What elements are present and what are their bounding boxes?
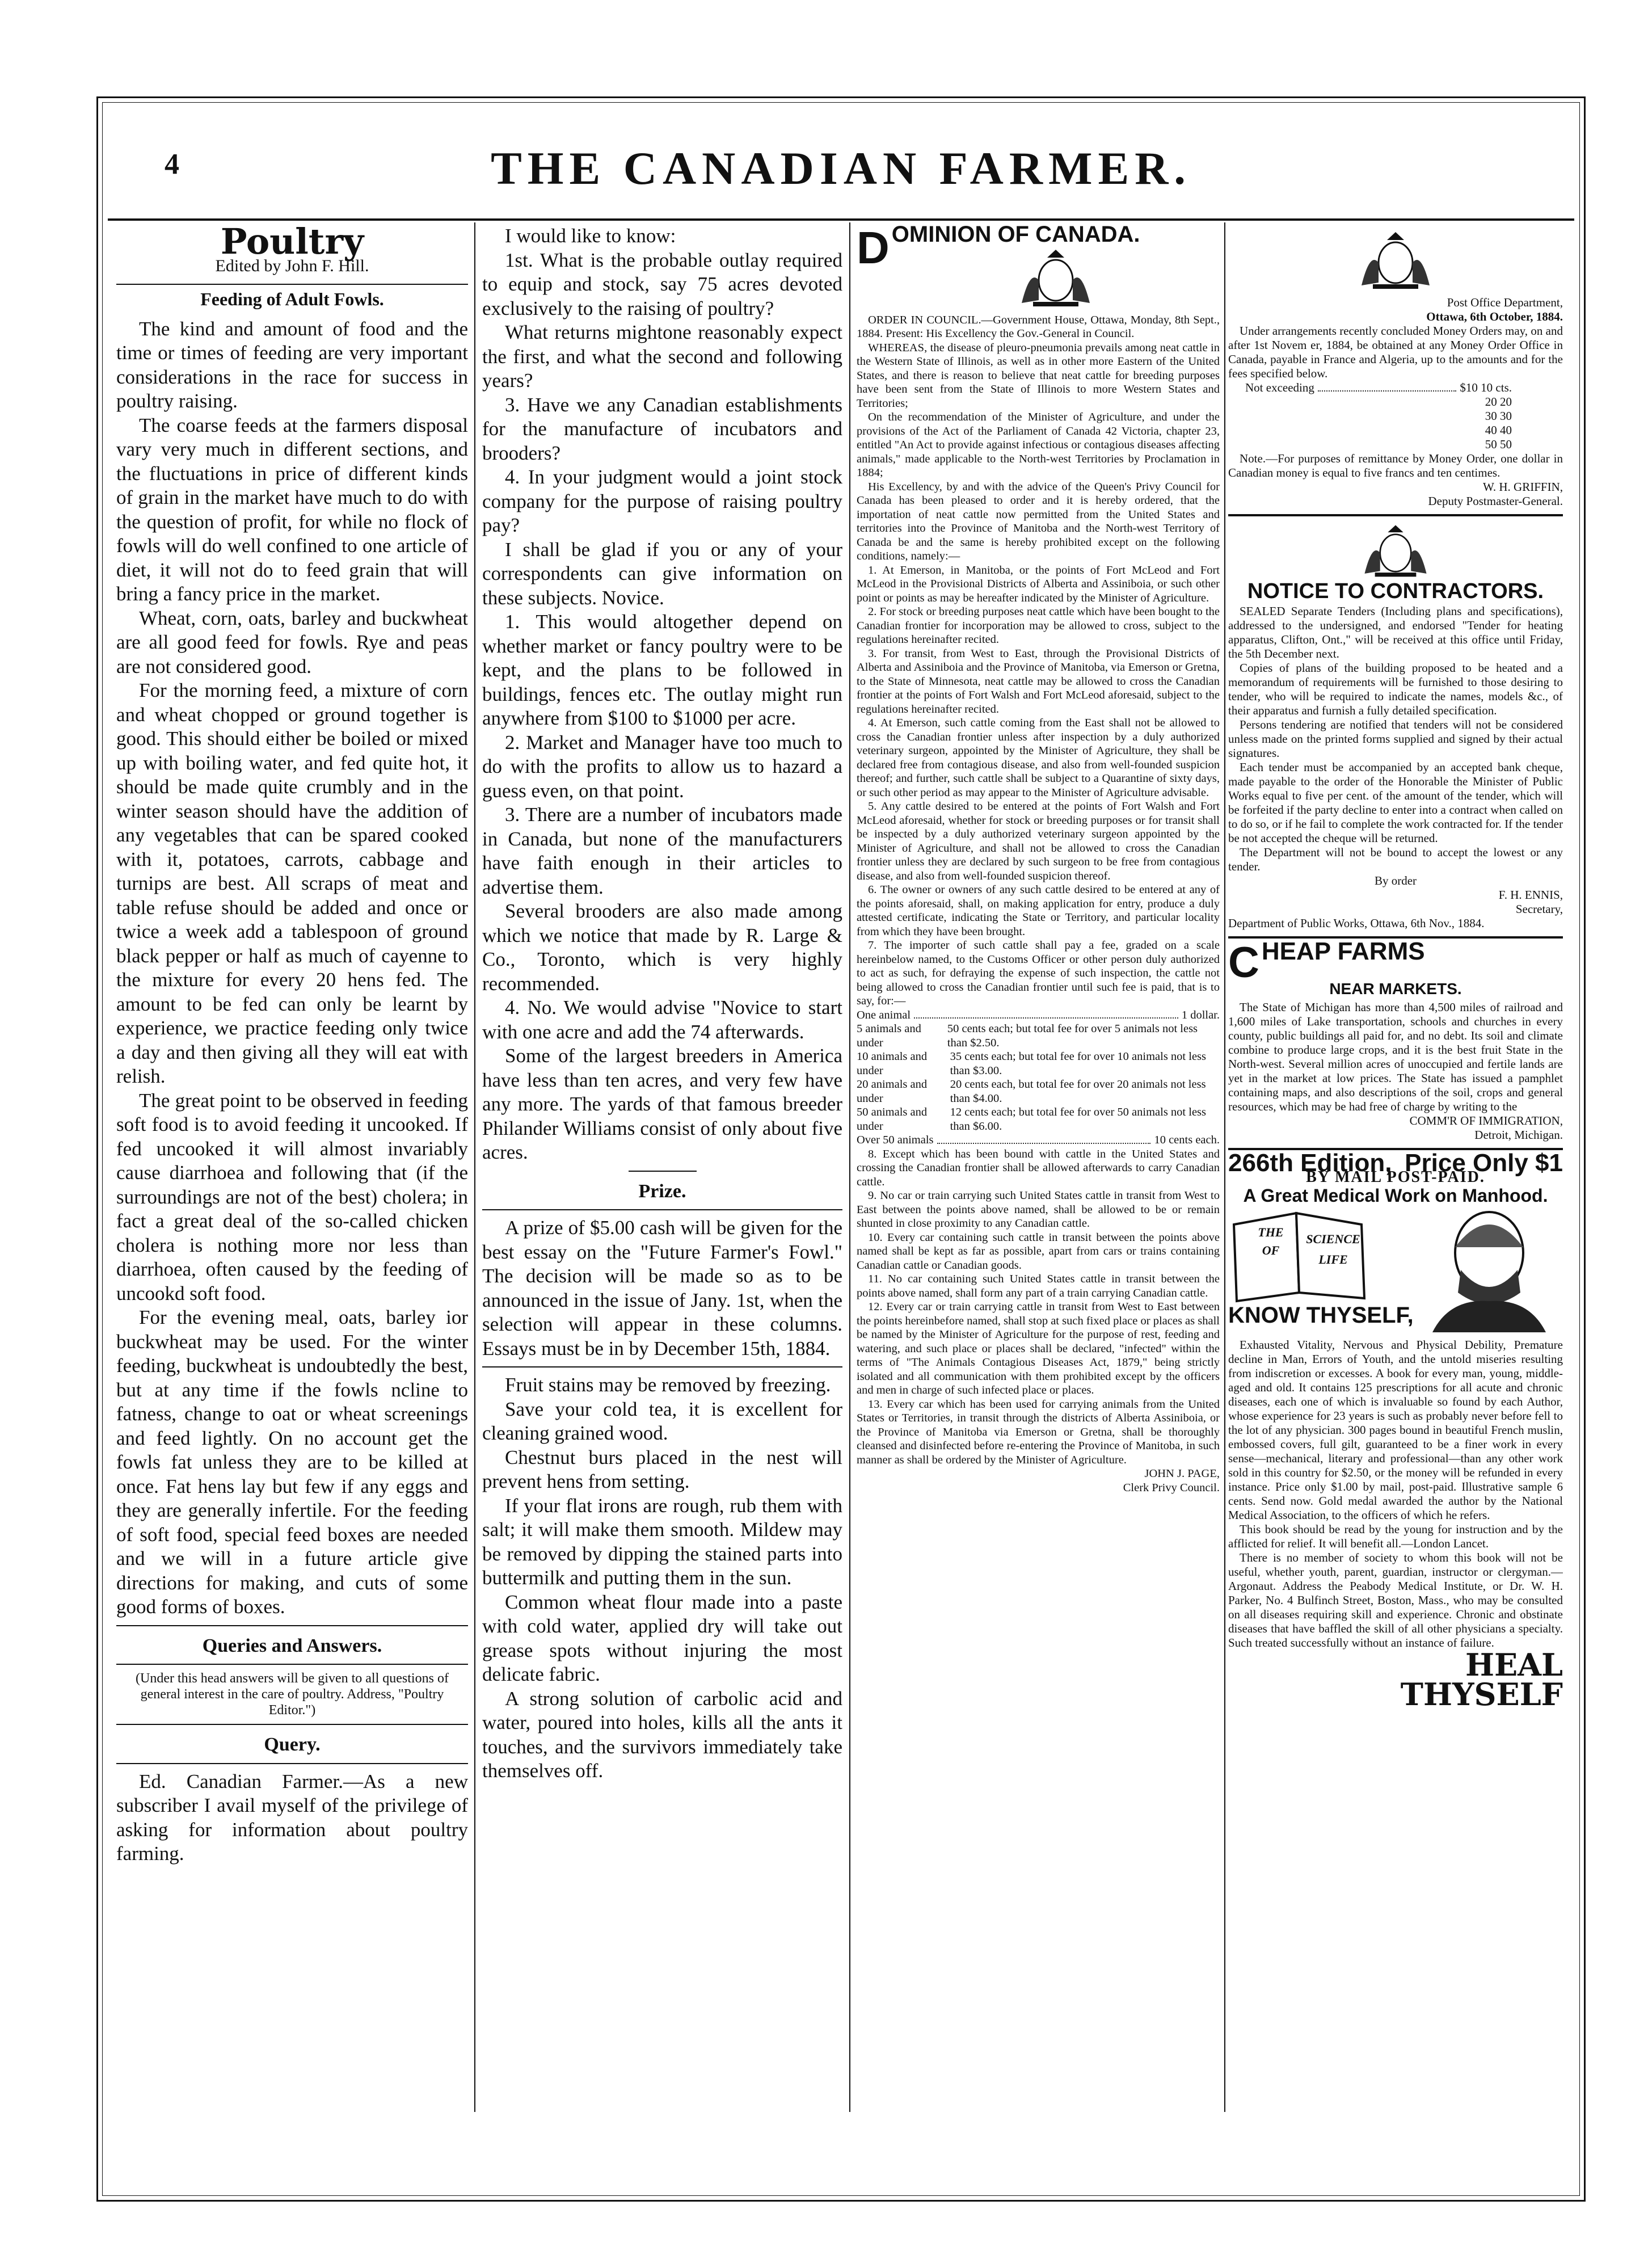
paragraph: The coarse feeds at the farmers disposal vary very much in different sections, and the fluctuations in price of different kinds of grain in the market have much to do with the question of profit, for while no flock of fowls will do well confined to one article of diet, it will not do to feed grain that will bring a fancy price in the market. [116, 414, 468, 605]
tip: Common wheat flour made into a paste with cold water, applied dry will take out grease spots without injuring the most delicate fabric. [482, 1590, 842, 1685]
poultry-column [116, 224, 468, 2183]
paragraph: Wheat, corn, oats, barley and buckwheat are all good feed for fowls. Rye and peas are not considered good. [116, 607, 468, 678]
notice-paragraph: Copies of plans of the building proposed to be heated and a memorandum of requirements will be furnished to those desiring to tender, who will be required to indicate the names, models &c., of their apparatus and furnish a fully detailed specification. [1228, 661, 1563, 717]
order-intro: ORDER IN COUNCIL.—Government House, Ottawa, Monday, 8th Sept., 1884. Present: His Excellency the Gov.-General in Council. [857, 313, 1220, 340]
royal-crest-icon [999, 246, 1112, 309]
fee-row: 40 40 [1485, 423, 1512, 437]
fee-schedule [857, 1008, 1220, 1147]
edition-number: 266th Edition, [1228, 1149, 1392, 1177]
fee-row: 5 animals and under 50 cents each; but total fee for over 5 animals not less than $2.50. [857, 1023, 1198, 1049]
masthead-rule [108, 218, 1574, 221]
paragraph: 7. The importer of such cattle shall pay a fee, graded on a scale hereinbelow named, to the Customs Officer or other person duly authorized to act as such, for defraying the expense of such inspection, the cattle not being allowed to cross the Canadian frontier until such fee is paid, that is to say, for:— [857, 939, 1220, 1007]
paragraph: The great point to be observed in feeding soft food is to avoid feeding it uncooked. If fed uncooked it will almost invariably cause diarrhoea and following that (if the surroundings are not of the best) cholera; in fact a great deal of the so-called chicken cholera is nothing more nor less than diarrhoea, often caused by the feeding of uncookd soft food. [116, 1089, 468, 1305]
fee-row: 20 20 [1485, 395, 1512, 409]
section-title: Poultry [220, 224, 364, 262]
paragraph: 2. For stock or breeding purposes neat cattle which have been bought to the Canadian frontier for incorporation may be allowed to cross, subject to the regulations hereinafter recited. [857, 605, 1220, 646]
fee-row: 10 animals and under 35 cents each; but total fee for over 10 animals not less than $3.00. [857, 1050, 1206, 1077]
signature-name: JOHN J. PAGE, [1144, 1467, 1220, 1480]
divider [116, 1724, 468, 1725]
tip: If your flat irons are rough, rub them with salt; it will make them smooth. Mildew may be removed by dipping the stained parts into buttermilk and putting them in the sun. [482, 1494, 842, 1589]
column-divider [474, 222, 475, 2112]
drop-cap: C [1228, 939, 1259, 987]
paragraph: 5. Any cattle desired to be entered at the points of Fort Walsh and Fort McLeod aforesaid, whether for stock or breeding purposes or for transit shall be inspected by a duly authorized veterinary surgeon appointed by the Minister of Agriculture, and shall not be allowed to cross the Canadian frontier unless they are declared by such surgeon to be free from contagious disease, and also from well-founded suspicion thereof. [857, 800, 1220, 882]
heal-thyself-logo: HEAL THYSELF [1400, 1647, 1563, 1712]
paragraph: 1. At Emerson, in Manitoba, or the points of Fort McLeod and Fort McLeod in the Provisional Districts of Alberta and Assiniboia, or such other point or points as may be hereafter indicated by the Minister of Agriculture. [857, 563, 1220, 604]
cheap-farms-text: The State of Michigan has more than 4,500 miles of railroad and 1,600 miles of Lake transportation, schools and churches in every county, public buildings all paid for, and no debt. Its soil and climate combine to produce large crops, and it is the best fruit State in the North-west. Several million acres of unoccupied and fertile lands are yet in the market at low prices. The State has issued a pamphlet containing maps, and also descriptions of the soil, crops and general resources, which may be had free of charge by writing to the [1228, 1000, 1563, 1113]
notice-paragraph: SEALED Separate Tenders (Including plans and specifications), addressed to the undersigned, and endorsed "Tender for heating apparatus, Clifton, Ont.," will be received at this office until Friday, the 5th December next. [1228, 604, 1563, 660]
cheap-sig1: COMM'R OF IMMIGRATION, [1409, 1114, 1563, 1127]
medical-title: A Great Medical Work on Manhood. [1243, 1185, 1548, 1206]
prize-heading: Prize. [638, 1180, 686, 1202]
fee-row: 20 animals and under 20 cents each, but total fee for over 20 animals not less than $4.00. [857, 1078, 1206, 1105]
paragraph: For the morning feed, a mixture of corn and wheat chopped or ground together is good. This should either be boiled or mixed up with boiling water, and fed quite hot, it should be made quite crumbly and in the winter season should have the addition of any vegetables that can be spared cooked with it, potatoes, carrots, cabbage and turnips are best. All scraps of meat and table refuse should be added and once or twice a week add a tablespoon of ground black pepper or half as much of cayenne to the mixture for every 20 hens fed. The amount to be fed can only be learnt by experience, we practice feeding only twice a day and then giving all they will eat with relish. [116, 679, 468, 1087]
notice-sig-name: F. H. ENNIS, [1498, 888, 1563, 902]
tip: Save your cold tea, it is excellent for cleaning grained wood. [482, 1398, 842, 1444]
paragraph: 13. Every car which has been used for carrying animals from the United States or Territories, in transit through the districts of Alberta Assiniboia, or the Province of Manitoba via Emerson or Gretna, shall be thoroughly cleansed and disinfected before re-entering the Province of Manitoba, in such manner as shall be ordered by the Minister of Agriculture. [857, 1398, 1220, 1466]
divider [1228, 514, 1563, 516]
newspaper-title: THE CANADIAN FARMER. [491, 142, 1191, 194]
fee-row: Over 50 animals 10 cents each. [857, 1134, 1220, 1146]
paragraph: 4. At Emerson, such cattle coming from the East shall not be allowed to cross the Canadian frontier unless after inspection by a duly authorized veterinary surgeon, appointed by the Minister of Agriculture, they shall be declared free from contagious disease, and also from well-founded suspicion thereof; and further, such cattle shall be subject to a Quarantine of sixty days, or such other period as may appear to the Minister of Agriculture advisable. [857, 717, 1220, 799]
drop-cap: D [857, 224, 890, 273]
fee-row: One animal 1 dollar. [857, 1008, 1220, 1021]
paragraph: I shall be glad if you or any of your correspondents can give information on these subjects. Novice. [482, 538, 842, 609]
divider [629, 1171, 697, 1172]
divider [482, 1366, 842, 1367]
paragraph: I would like to know: [505, 225, 676, 247]
queries-heading: Queries and Answers. [202, 1635, 382, 1656]
divider [116, 1625, 468, 1626]
divider [116, 1763, 468, 1764]
paragraph: 4. No. We would advise "Novice to start with one acre and add the 74 afterwards. [482, 996, 842, 1043]
paragraph: On the recommendation of the Minister of Agriculture, and under the provisions of the Act of the Parliament of Canada 42 Victoria, chapter 23, entitled "An Act to provide against infectious or contagious diseases affecting animals," made applicable to the North-west Territories by Proclamation in 1884; [857, 411, 1220, 479]
fee-row: 30 30 [1485, 409, 1512, 423]
paragraph: Some of the largest breeders in America have less than ten acres, and very few have any more. The yards of that famous breeder Philander Williams consist of only about five acres. [482, 1045, 842, 1163]
post-office-note: Note.—For purposes of remittance by Money Order, one dollar in Canadian money is equal to five francs and ten centimes. [1228, 452, 1563, 479]
paragraph: 3. There are a number of incubators made in Canada, but none of the manufacturers have faith enough in their articles to advertise them. [482, 803, 842, 898]
dominion-notice-column [857, 224, 1220, 2183]
paragraph: Several brooders are also made among which we notice that made by R. Large & Co., Toronto, which is very highly recommended. [482, 900, 842, 995]
signature-title: Clerk Privy Council. [1123, 1481, 1220, 1494]
medical-text: There is no member of society to whom this book will not be useful, whether youth, parent, guardian, instructor or clergyman.—Argonaut. Address the Peabody Medical Institute, or Dr. W. H. Parker, No. 4 Bulfinch Street, Boston, Mass., who may be consulted on all diseases requiring skill and experience. Chronic and obstinate diseases that have baffled the skill of all other physicians a specialty. Such treated successfully without an instance of failure. [1228, 1551, 1563, 1650]
tip: A strong solution of carbolic acid and water, poured into holes, kills all the ants it touches, and the survivors immediately take themselves off. [482, 1687, 842, 1782]
by-order: By order [1374, 874, 1417, 887]
column-divider [1224, 222, 1225, 2112]
price: Price Only $1 [1405, 1149, 1563, 1177]
query-heading: Query. [264, 1734, 321, 1755]
fee-row: Not exceeding $10 10 cts. [1245, 381, 1512, 394]
paragraph: WHEREAS, the disease of pleuro-pneumonia prevails among neat cattle in the Western State of Illinois, as well as in other more Eastern of the United States, and there is reason to believe that neat cattle for breeding purposes have been sent from the State of Illinois to more Western States and Territories; [857, 341, 1220, 410]
post-office-dept: Post Office Department, [1447, 296, 1563, 309]
notice-sig-title: Secretary, [1515, 902, 1563, 916]
cheap-farms-heading: CHEAP FARMS [1228, 937, 1425, 987]
near-markets-heading: NEAR MARKETS. [1329, 980, 1462, 998]
editor-line: Edited by John F. Hill. [215, 256, 369, 275]
notice-dept: Department of Public Works, Ottawa, 6th Nov., 1884. [1228, 916, 1485, 930]
post-office-date: Ottawa, 6th October, 1884. [1426, 310, 1563, 323]
column-divider [849, 222, 850, 2112]
paragraph: 12. Every car or train carrying cattle in transit from West to East between the points hereinbefore named, shall stop at such fixed place or places as shall be named by the Minister of Agriculture for the purpose of rest, feeding and watering, and such place or places shall be declared, "infected" within the terms of "The Animals Contagious Diseases Act, 1879," being strictly isolated and all communication with them prohibited except by the officers and men in charge of such infected place or places. [857, 1301, 1220, 1396]
notice-paragraph: The Department will not be bound to accept the lowest or any tender. [1228, 845, 1563, 873]
advertisements-column [1228, 224, 1563, 2183]
medical-text: This book should be read by the young for instruction and by the afflicted for relief. It will benefit all.—London Lancet. [1228, 1522, 1563, 1550]
paragraph: 9. No car or train carrying such United States cattle in transit from West to East between the points above named, shall be allowed to be or remain shunted in close proximity to any Canadian cattle. [857, 1189, 1220, 1230]
prize-text: A prize of $5.00 cash will be given for the best essay on the "Future Farmer's Fowl." The decision will be made so as to be announced in the issue of Jany. 1st, when the selection will appear in these columns. Essays must be in by December 15th, 1884. [482, 1217, 842, 1360]
paragraph: The kind and amount of food and the time or times of feeding are very important considerations in the race for success in poultry raising. [116, 317, 468, 412]
portrait-engraving-icon [1415, 1207, 1563, 1332]
by-mail: BY MAIL POST-PAID. [1306, 1168, 1485, 1186]
post-sig-title: Deputy Postmaster-General. [1428, 494, 1563, 508]
paragraph: 4. In your judgment would a joint stock company for the purpose of raising poultry pay? [482, 466, 842, 536]
queries-note: (Under this head answers will be given to all questions of general interest in the care of poultry. Address, "Poultry Editor.") [136, 1671, 449, 1718]
masthead-area [108, 136, 1574, 216]
notice-paragraph: Persons tendering are notified that tenders will not be considered unless made on the printed forms supplied and signed by their actual signatures. [1228, 718, 1563, 760]
paragraph: 3. Have we any Canadian establishments for the manufacture of incubators and brooders? [482, 393, 842, 464]
paragraph: 11. No car containing such United States cattle in transit between the points above named, shall form any part of a train carrying Canadian cattle. [857, 1273, 1220, 1299]
tip: Chestnut burs placed in the nest will prevent hens from setting. [482, 1446, 842, 1492]
fee-row: 50 50 [1485, 437, 1512, 451]
paragraph: 6. The owner or owners of any such cattle desired to be entered at any of the points aforesaid, shall, on making application for entry, produce a duly attested certificate, indicating the State or Territory, and particular locality from which they have been brought. [857, 883, 1220, 938]
tip: Fruit stains may be removed by freezing. [505, 1374, 831, 1396]
book-illustration: THE OF SCIENCE LIFE KNOW THYSELF, [1228, 1207, 1563, 1338]
divider [116, 284, 468, 285]
paragraph: His Excellency, by and with the advice of the Queen's Privy Council for Canada has been pleased to order and it is hereby ordered, that the importation of neat cattle now permitted from the United States and territories into the Province of Manitoba and the North-west Territory of Canada be and the same is hereby prohibited except on the following conditions, namely:— [857, 480, 1220, 562]
post-sig-name: W. H. GRIFFIN, [1483, 480, 1563, 494]
royal-crest-icon [1339, 229, 1452, 291]
paragraph: 1st. What is the probable outlay required to equip and stock, say 75 acres devoted exclusively to the raising of poultry? [482, 249, 842, 319]
post-office-text: Under arrangements recently concluded Money Orders may, on and after 1st Novem er, 1884, be obtained at any Money Order Office in Canada, payable in France and Algeria, up to the amounts and for the fees specified below. [1228, 324, 1563, 380]
page-number: 4 [165, 148, 179, 180]
query-text: Ed. Canadian Farmer.—As a new subscriber I avail myself of the privilege of asking for information about poultry farming. [116, 1770, 468, 1865]
divider [482, 1209, 842, 1210]
know-thyself: KNOW THYSELF, [1228, 1303, 1414, 1328]
cheap-sig2: Detroit, Michigan. [1474, 1128, 1563, 1142]
notice-paragraph: Each tender must be accompanied by an accepted bank cheque, made payable to the order of the Honorable the Minister of Public Works equal to five per cent. of the amount of the tender, which will be forfeited if the party decline to enter into a contract when called on to do so, or if he fail to complete the work contracted for. If the tender be not accepted the cheque will be returned. [1228, 760, 1563, 845]
paragraph: What returns mightone reasonably expect the first, and what the second and following years? [482, 321, 842, 392]
royal-crest-icon [1339, 522, 1452, 579]
paragraph: 1. This would altogether depend on whether market or fancy poultry were to be kept, and the plans to be followed in buildings, fences etc. The outlay might run anywhere from $100 to $1000 per acre. [482, 611, 842, 729]
paragraph: 10. Every car containing such cattle in transit between the points above named shall be kept as far as possible, apart from cars or trains containing Canadian cattle or Canadian goods. [857, 1231, 1220, 1272]
paragraph: 8. Except which has been bound with cattle in the United States and crossing the Canadian frontier shall be allowed afterwards to carry Canadian cattle. [857, 1147, 1220, 1188]
article-subtitle: Feeding of Adult Fowls. [200, 289, 384, 309]
medical-text: Exhausted Vitality, Nervous and Physical Debility, Premature decline in Man, Errors of Youth, and the untold miseries resulting from indiscretion or excesses. A book for every man, young, middle-aged and old. It contains 125 prescriptions for all acute and chronic diseases, each one of which is invaluable so found by each Author, whose experience for 23 years is such as probably never before fell to the lot of any physician. 300 pages bound in beautiful French muslin, embossed covers, full gilt, guaranteed to be a finer work in every sense—mechanical, literary and professional—than any other work sold in this country for $2.50, or the money will be refunded in every instance. Price only $1.00 by mail, post-paid. Illustrative sample 6 cents. Send now. Gold medal awarded the author by the National Medical Association, to the officers of which he refers. [1228, 1338, 1563, 1522]
paragraph: 2. Market and Manager have too much to do with the profits to allow us to hazard a guess even, on that point. [482, 731, 842, 802]
paragraph: 3. For transit, from West to East, through the Provisional Districts of Alberta and Assiniboia and the Province of Manitoba, via Emerson or Gretna, to the State of Minnesota, neat cattle may be allowed to cross the Canadian frontier at the points of Fort Walsh and Fort McLeod aforesaid, subject to the regulations hereinafter recited. [857, 647, 1220, 716]
dominion-heading: DOMINION OF CANADA. [857, 224, 1140, 273]
notice-heading: NOTICE TO CONTRACTORS. [1247, 579, 1544, 603]
money-order-fees [1228, 381, 1563, 452]
divider [116, 1664, 468, 1665]
queries-continued-column [482, 224, 842, 2183]
paragraph: For the evening meal, oats, barley ior buckwheat may be used. For the winter feeding, buckwheat is undoubtedly the best, but at any time if the fowls ncline to fatness, change to oat or wheat screenings and feed lightly. On no account get the fowls fat unless they are to be killed at once. Fat hens lay but few if any eggs and they are generally infertile. For the feeding of soft food, special feed boxes are needed and we will in a future article give directions for making, and cuts of some good forms of boxes. [116, 1306, 468, 1618]
fee-row: 50 animals and under 12 cents each; but total fee for over 50 animals not less than $6.00. [857, 1106, 1206, 1133]
